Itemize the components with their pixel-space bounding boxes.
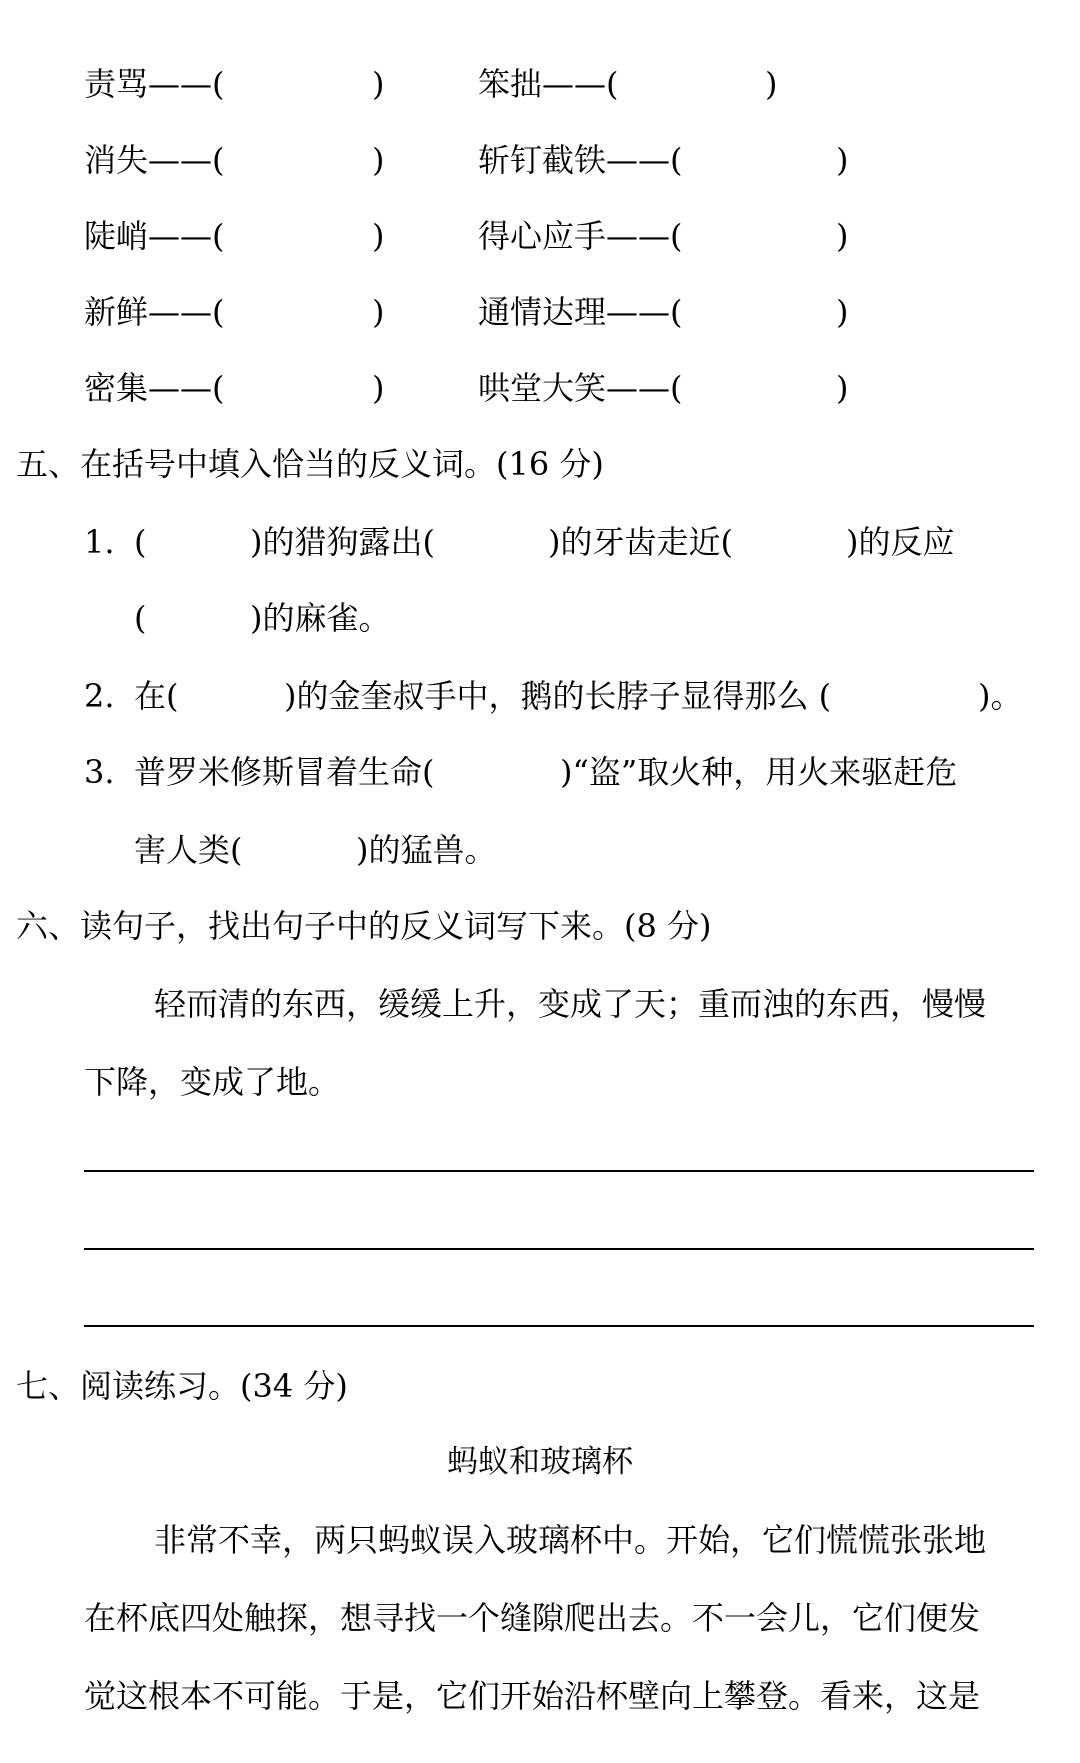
pair-left-word: 责骂——(	[84, 65, 225, 103]
section-6-sentence: 下降，变成了地。	[84, 1063, 341, 1101]
q3-text: 害人类(	[134, 831, 243, 869]
question-number: 1.	[84, 523, 115, 561]
q3-text: )的猛兽。	[356, 831, 497, 869]
pair-left-close: )	[372, 293, 385, 331]
section-7-title: 七、阅读练习。	[16, 1367, 241, 1405]
answer-line	[84, 1325, 1034, 1327]
passage-line: 觉这根本不可能。于是，它们开始沿杯壁向上攀登。看来，这是	[84, 1677, 981, 1715]
section-6-score: (8 分)	[624, 907, 712, 945]
q1-text: )的牙齿走近(	[548, 523, 733, 561]
passage-line: 在杯底四处触探，想寻找一个缝隙爬出去。不一会儿，它们便发	[84, 1599, 981, 1637]
pair-right-word: 得心应手——(	[478, 217, 683, 255]
pair-right-word: 笨拙——(	[478, 65, 619, 103]
question-number: 2.	[84, 677, 115, 715]
q1-blank-open: (	[134, 599, 147, 637]
section-7-heading	[16, 1366, 348, 1406]
section-6-title: 六、读句子，找出句子中的反义词写下来。	[16, 907, 625, 945]
answer-line	[84, 1248, 1034, 1250]
pair-right-close: )	[765, 65, 778, 103]
pair-right-word: 哄堂大笑——(	[478, 369, 683, 407]
answer-line	[84, 1170, 1034, 1172]
section-5-title: 五、在括号中填入恰当的反义词。	[16, 445, 497, 483]
section-6-sentence: 轻而清的东西，缓缓上升，变成了天；重而浊的东西，慢慢	[154, 985, 987, 1023]
pair-right-close: )	[836, 369, 849, 407]
section-5-heading	[16, 444, 604, 484]
passage-line: 非常不幸，两只蚂蚁误入玻璃杯中。开始，它们慌慌张张地	[154, 1521, 987, 1559]
pair-left-word: 陡峭——(	[84, 217, 225, 255]
section-5-score: (16 分)	[496, 445, 604, 483]
q1-text: )的反应	[846, 523, 955, 561]
question-number: 3.	[84, 753, 115, 791]
pair-right-word: 通情达理——(	[478, 293, 683, 331]
pair-left-close: )	[372, 141, 385, 179]
passage-title: 蚂蚁和玻璃杯	[447, 1444, 633, 1480]
q1-text: )的麻雀。	[250, 599, 391, 637]
section-7-score: (34 分)	[240, 1367, 348, 1405]
q2-text: )的金奎叔手中，鹅的长脖子显得那么 (	[284, 677, 832, 715]
pair-left-close: )	[372, 369, 385, 407]
pair-right-close: )	[836, 293, 849, 331]
pair-left-close: )	[372, 65, 385, 103]
q2-text: )。	[978, 677, 1023, 715]
pair-left-word: 密集——(	[84, 369, 225, 407]
pair-right-word: 斩钉截铁——(	[478, 141, 683, 179]
q2-text: 在(	[134, 677, 179, 715]
pair-left-close: )	[372, 217, 385, 255]
pair-left-word: 新鲜——(	[84, 293, 225, 331]
pair-right-close: )	[836, 141, 849, 179]
pair-right-close: )	[836, 217, 849, 255]
q1-blank-open: (	[134, 523, 147, 561]
q3-text: )“盗”取火种，用火来驱赶危	[560, 753, 958, 791]
section-6-heading	[16, 906, 712, 946]
q1-text: )的猎狗露出(	[250, 523, 435, 561]
pair-left-word: 消失——(	[84, 141, 225, 179]
q3-text: 普罗米修斯冒着生命(	[134, 753, 435, 791]
